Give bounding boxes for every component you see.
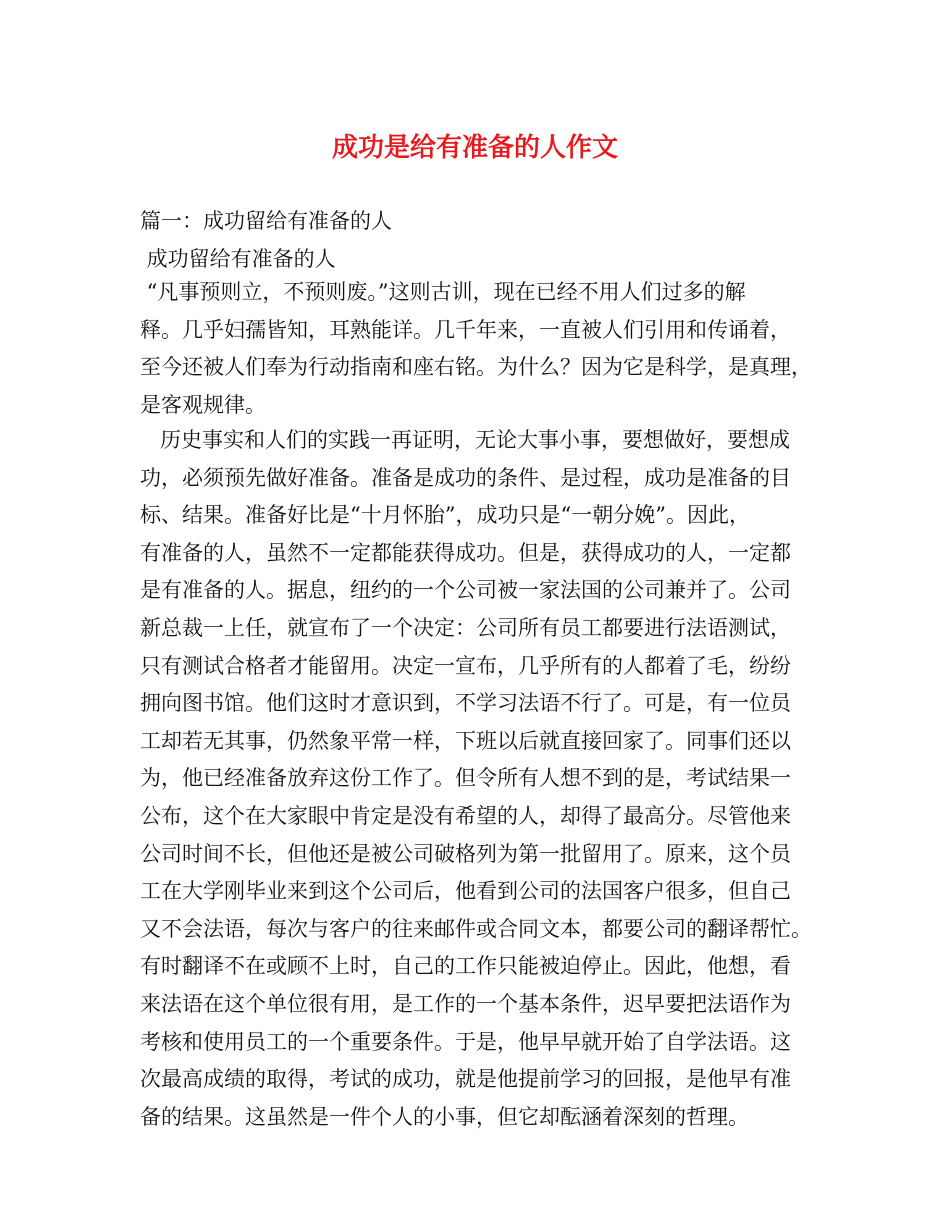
paragraph-line: 标、结果。准备好比是“十月怀胎”，成功只是“一朝分娩”。因此，	[140, 503, 750, 528]
paragraph-line: 工在大学刚毕业来到这个公司后，他看到公司的法国客户很多，但自己	[140, 879, 791, 904]
paragraph-line: 工却若无其事，仍然象平常一样，下班以后就直接回家了。同事们还以	[140, 728, 791, 753]
paragraph-line: 拥向图书馆。他们这时才意识到，不学习法语不行了。可是，有一位员	[140, 691, 791, 716]
paragraph-line: 新总裁一上任，就宣布了一个决定：公司所有员工都要进行法语测试，	[140, 615, 791, 640]
paragraph-line: 公布，这个在大家眼中肯定是没有希望的人，却得了最高分。尽管他来	[140, 803, 791, 828]
paragraph-line: 考核和使用员工的一个重要条件。于是，他早早就开始了自学法语。这	[140, 1029, 791, 1054]
sub-heading: 成功留给有准备的人	[140, 246, 336, 271]
paragraph-1	[140, 274, 822, 424]
paragraph-line: 为，他已经准备放弃这份工作了。但令所有人想不到的是，考试结果一	[140, 766, 791, 791]
paragraph-line: 有准备的人，虽然不一定都能获得成功。但是，获得成功的人，一定都	[140, 540, 791, 565]
paragraph-line: 备的结果。这虽然是一件个人的小事，但它却酝涵着深刻的哲理。	[140, 1104, 749, 1129]
section-heading: 篇一：成功留给有准备的人	[140, 209, 392, 233]
paragraph-line: 只有测试合格者才能留用。决定一宣布，几乎所有的人都着了毛，纷纷	[140, 653, 791, 678]
paragraph-line: 是有准备的人。据息，纽约的一个公司被一家法国的公司兼并了。公司	[140, 578, 791, 603]
paragraph-line: 功，必须预先做好准备。准备是成功的条件、是过程，成功是准备的目	[140, 465, 791, 490]
paragraph-2	[140, 422, 822, 1136]
paragraph-line: 是客观规律。	[140, 392, 266, 417]
paragraph-line: 来法语在这个单位很有用，是工作的一个基本条件，迟早要把法语作为	[140, 991, 791, 1016]
headings-block	[140, 203, 822, 278]
paragraph-line: 至今还被人们奉为行动指南和座右铭。为什么？因为它是科学，是真理，	[140, 355, 812, 380]
paragraph-line: 公司时间不长，但他还是被公司破格列为第一批留用了。原来，这个员	[140, 841, 791, 866]
paragraph-line: “凡事预则立，不预则废。”这则古训，现在已经不用人们过多的解	[140, 280, 746, 304]
paragraph-line: 历史事实和人们的实践一再证明，无论大事小事，要想做好，要想成	[140, 428, 791, 452]
paragraph-line: 又不会法语，每次与客户的往来邮件或合同文本，都要公司的翻译帮忙。	[140, 916, 812, 941]
paragraph-line: 次最高成绩的取得，考试的成功，就是他提前学习的回报，是他早有准	[140, 1067, 791, 1092]
paragraph-line: 有时翻译不在或顾不上时，自己的工作只能被迫停止。因此，他想，看	[140, 954, 791, 979]
document-title: 成功是给有准备的人作文	[331, 133, 618, 163]
paragraph-line: 释。几乎妇孺皆知，耳熟能详。几千年来，一直被人们引用和传诵着，	[140, 317, 791, 342]
